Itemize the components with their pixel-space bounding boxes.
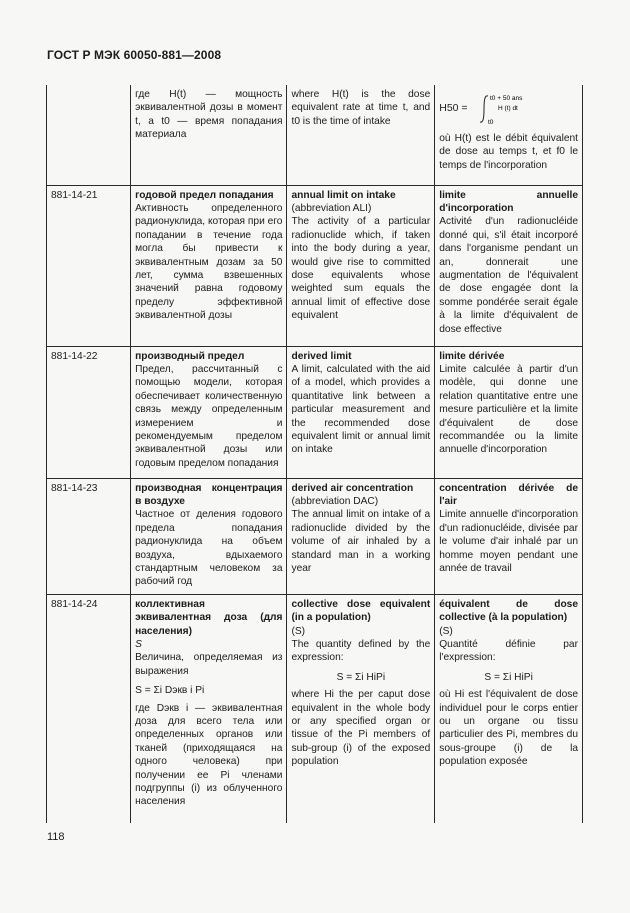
en-cell — [287, 185, 435, 346]
fr-cell — [435, 185, 583, 346]
en-explanation: where Hi the per caput dose equivalent in the whole body or any specified organ or tissue of the Pi members of sub-group (i) of the exposed population — [291, 689, 431, 768]
integral-upper-limit: t0 + 50 ans — [489, 95, 522, 102]
fr-cell — [435, 594, 583, 823]
en-text: where H(t) is the dose equivalent rate at time t, and t0 is the time of intake — [291, 89, 431, 127]
en-abbreviation: (abbreviation ALI) — [291, 202, 372, 214]
en-definition: A limit, calculated with the aid of a model, which provides a quantitative link between a particular measurement and the recommended dose equivalent limit or annual limit on intake — [291, 363, 431, 456]
integral-lower-limit: t0 — [487, 119, 493, 126]
entry-number: 881-14-24 — [47, 594, 131, 823]
formula-lhs: H50 = — [439, 102, 468, 115]
number-cell — [47, 85, 131, 185]
ru-definition: Величина, определяемая из выражения — [135, 652, 283, 677]
fr-definition: Activité d'un radionucléide donné qui, s'il était incorporé dans l'organisme pendant un an, donnerait une augmentation de l'équivalent de dose engagée dont la somme pondérée serait égale à la limite d'équivalent de dose effective — [439, 216, 578, 335]
fr-text: où H(t) est le débit équivalent de dose au temps t, et f0 le temps de l'incorporation — [439, 133, 578, 171]
terms-table — [46, 85, 583, 823]
ru-term: производный предел — [135, 350, 245, 362]
entry-number: 881-14-23 — [47, 478, 131, 594]
fr-definition: Quantité définie par l'expression: — [439, 638, 578, 664]
ru-term: производная концентрация в воздухе — [135, 482, 283, 507]
ru-explanation: где Dэкв i — эквивалентная доза для всего тела или определенных органов или тканей (приходящаяся на одного человека) при получении ее Pi членами подгруппы (i) из облученного населения — [135, 702, 283, 808]
en-definition: The quantity defined by the expression: — [291, 638, 431, 664]
ru-cell — [131, 594, 287, 823]
table-row — [47, 478, 583, 594]
ru-definition: Частное от деления годового предела попадания радионуклида на объем воздуха, вдыхаемого стандартным человеком за рабочий год — [135, 509, 283, 588]
ru-term: годовой предел попадания — [135, 189, 274, 201]
ru-cell — [131, 478, 287, 594]
en-cell — [287, 478, 435, 594]
ru-formula: S = Σi Dэкв i Pi — [135, 685, 205, 697]
table-row — [47, 85, 583, 185]
ru-cell — [131, 185, 287, 346]
fr-cell — [435, 85, 583, 185]
en-cell — [287, 346, 435, 478]
fr-term: limite annuelle d'incorporation — [439, 189, 578, 214]
fr-symbol: (S) — [439, 625, 453, 637]
document-header: ГОСТ Р МЭК 60050-881—2008 — [47, 48, 222, 62]
page-number: 118 — [47, 831, 65, 843]
entry-number: 881-14-22 — [47, 346, 131, 478]
table-row — [47, 594, 583, 823]
ru-definition: Предел, рассчитанный с помощью модели, которая обеспечивает количественную связь между определенным измерением и рекомендуемым пределом эквивалентной дозы или годовым пределом попадания — [135, 363, 283, 469]
integral-integrand: H (t) dt — [497, 105, 518, 112]
en-definition: The annual limit on intake of a radionuclide divided by the volume of air inhaled by a standard man in a working year — [291, 509, 431, 574]
entry-number: 881-14-21 — [47, 185, 131, 346]
ru-term: коллективная эквивалентная доза (для населения) — [135, 598, 283, 637]
en-abbreviation: (abbreviation DAC) — [291, 495, 379, 507]
fr-term: concentration dérivée de l'air — [439, 482, 578, 507]
en-definition: The activity of a particular radionuclide which, if taken into the body during a year, would give rise to committed dose equivalents whose weighted sum equals the annual limit of effective dose equivalent — [291, 216, 431, 322]
integral-formula — [439, 92, 578, 126]
integral-sign — [472, 92, 562, 126]
fr-term: équivalent de dose collective (à la population) — [439, 598, 578, 624]
fr-explanation: où Hi est l'équivalent de dose individuel pour le corps entier ou un organe ou tissu particulier des Pi, membres du sous-groupe (i) de la population exposée — [439, 689, 578, 768]
en-cell — [287, 594, 435, 823]
en-formula: S = Σi HiPi — [336, 671, 386, 683]
en-term: derived limit — [291, 350, 352, 362]
en-term: collective dose equivalent (in a population) — [291, 598, 431, 624]
ru-definition: Активность определенного радионуклида, которая при его попадании в течение года могла бы привести к эквивалентным дозам за 50 лет, сумма взвешенных значений равна годовому пределу эффективной эквивалентной дозы — [135, 202, 283, 322]
ru-text: где H(t) — мощность эквивалентной дозы в момент t, а t0 — время попадания материала — [135, 89, 283, 141]
en-symbol: (S) — [291, 625, 306, 637]
fr-formula: S = Σi HiPi — [484, 671, 533, 683]
fr-cell — [435, 478, 583, 594]
fr-definition: Limite annuelle d'incorporation d'un radionucléide, divisée par le volume d'air inhalé par un homme moyen pendant une année de travail — [439, 509, 578, 574]
en-term: annual limit on intake — [291, 189, 396, 201]
ru-cell — [131, 85, 287, 185]
fr-definition: Limite calculée à partir d'un modèle, qui donne une relation quantitative entre une mesure particulière et la limite d'équivalent de dose recommandée ou la limite annuelle d'incorporation — [439, 363, 578, 456]
fr-term: limite dérivée — [439, 350, 505, 362]
table-row — [47, 185, 583, 346]
table-row — [47, 346, 583, 478]
ru-cell — [131, 346, 287, 478]
en-cell — [287, 85, 435, 185]
fr-cell — [435, 346, 583, 478]
en-term: derived air concentration — [291, 482, 414, 494]
ru-symbol: S — [135, 638, 142, 650]
